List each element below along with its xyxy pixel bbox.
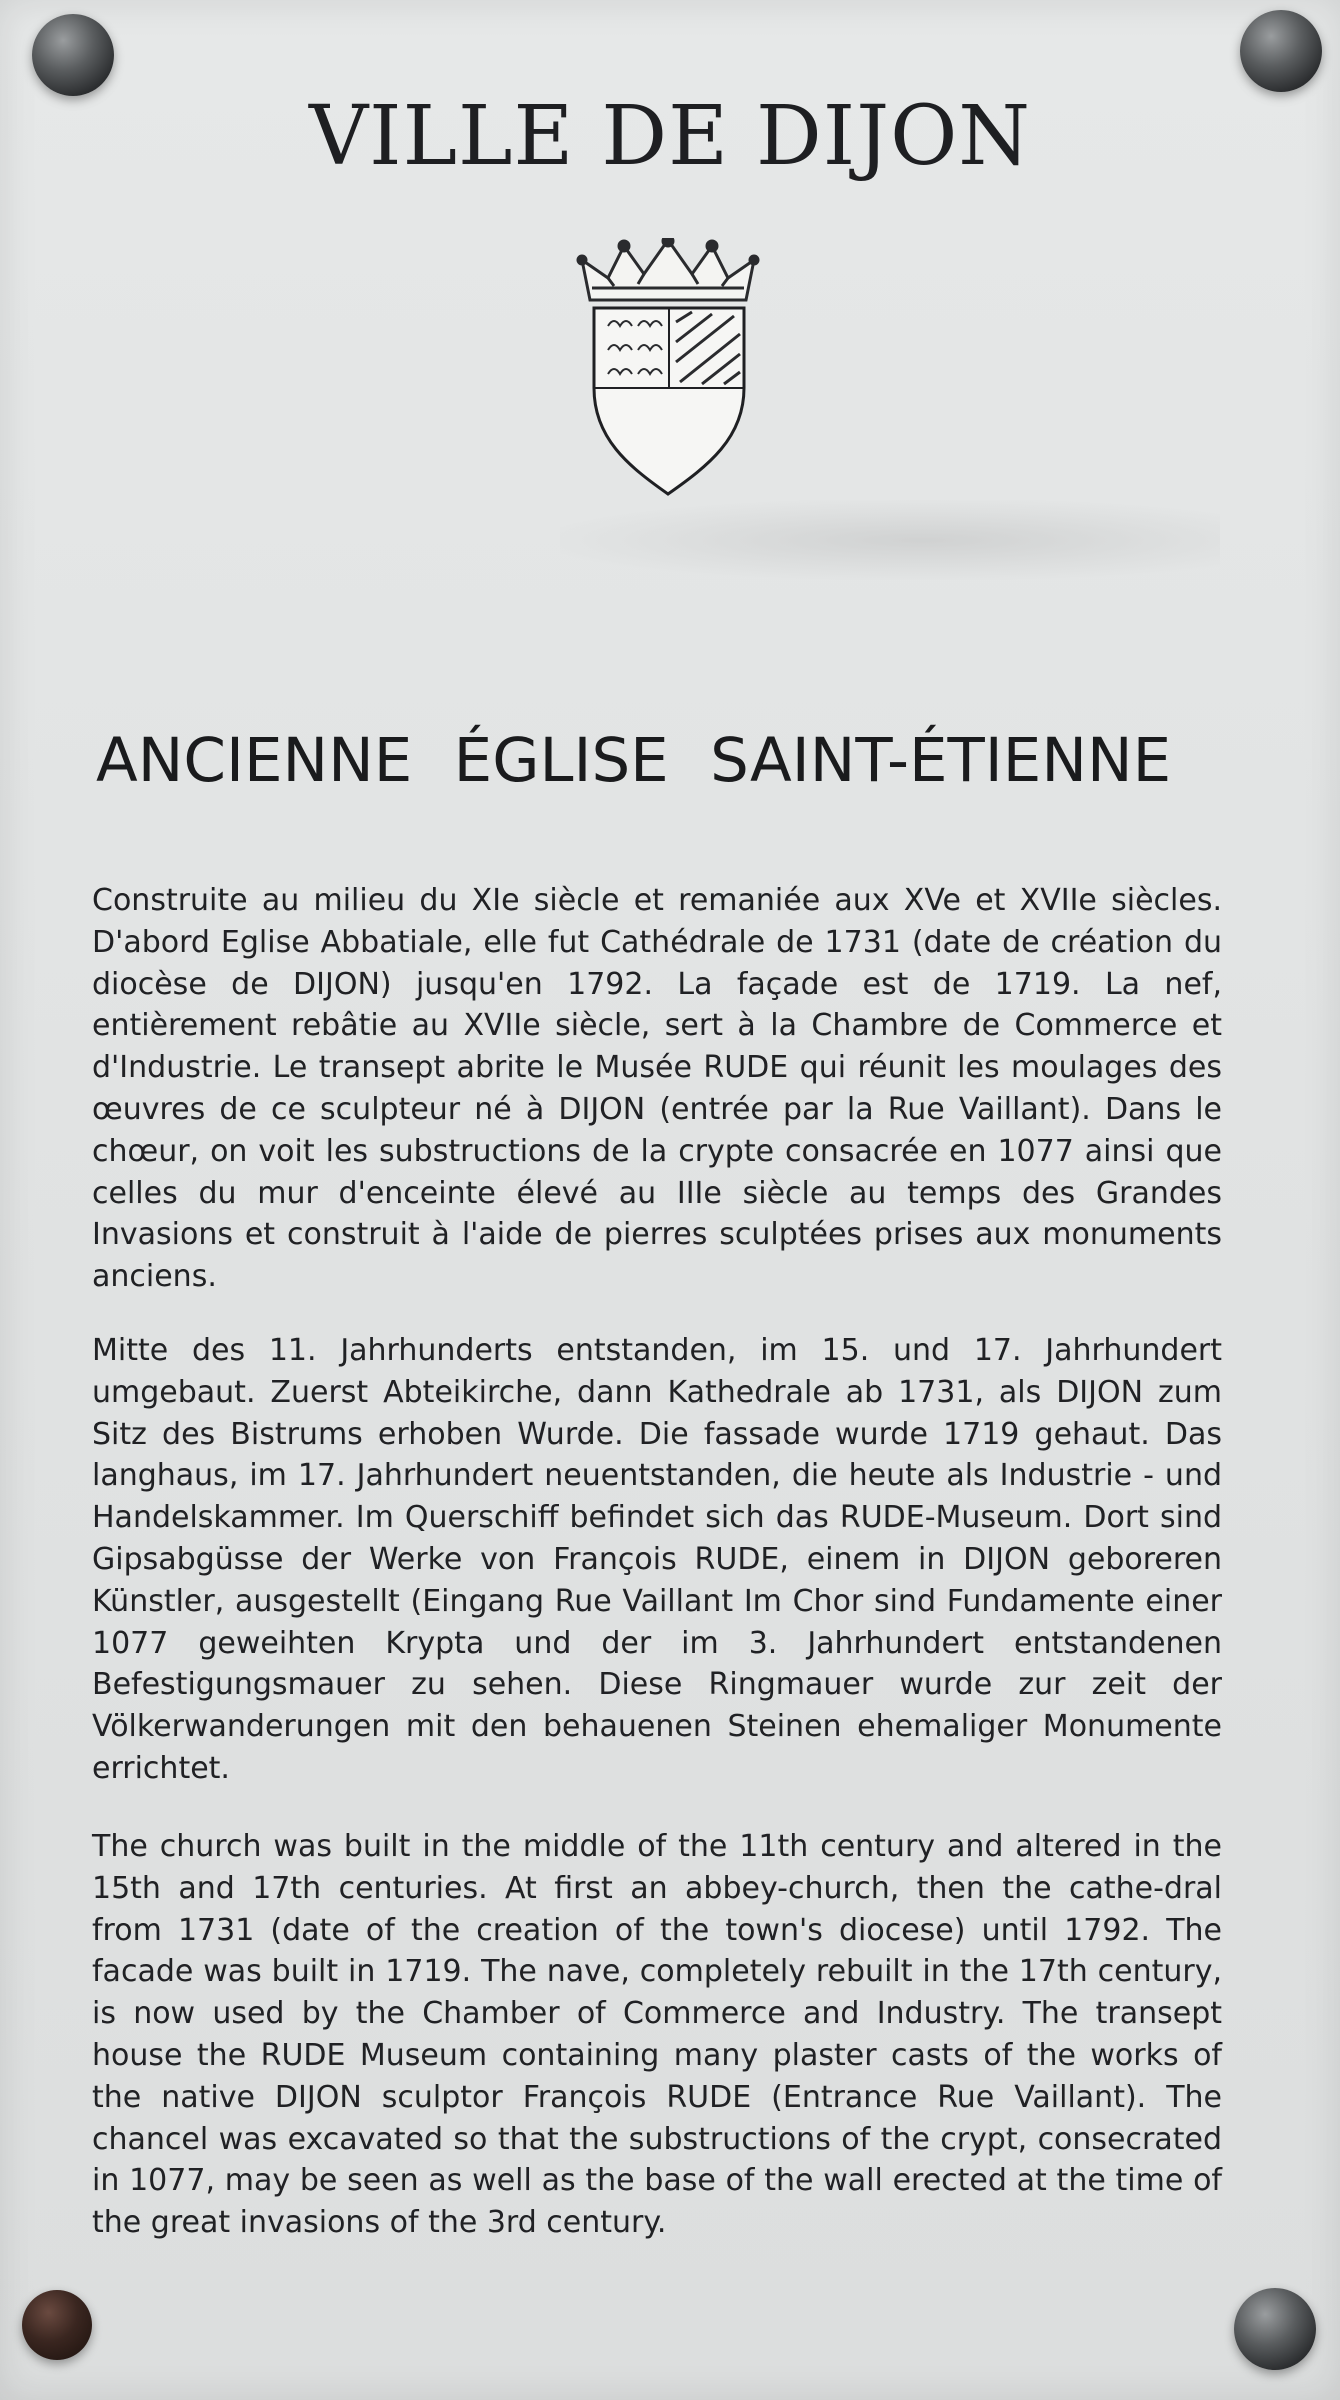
coat-of-arms-icon [568, 238, 768, 498]
description-english: The church was built in the middle of the 11th century and altered in the 15th and 17th centuries. At first an abbey-church, then the cathe-dral from 1731 (date of the creation of the town's diocese) until 1792. The facade was built in 1719. The nave, completely rebuilt in the 17th century, is now used by the Chamber of Commerce and Industry. The transept house the RUDE Museum containing many plaster casts of the works of the native DIJON sculptor François RUDE (Entrance Rue Vaillant). The chancel was excavated so that the substructions of the crypt, consecrated in 1077, may be seen as well as the base of the wall erected at the time of the great invasions of the 3rd century. [92, 1829, 1222, 2241]
church-title: ANCIENNE ÉGLISE SAINT-ÉTIENNE [96, 725, 1172, 796]
weathering-stain [560, 500, 1220, 580]
description-french: Construite au milieu du XIe siècle et remaniée aux XVe et XVIIe siècles. D'abord Eglise Abbatiale, elle fut Cathédrale de 1731 (date de création du diocèse de DIJON) jusqu'en 1792. La façade est de 1719. La nef, entièrement rebâtie au XVIIe siècle, sert à la Chambre de Commerce et d'Industrie. Le transept abrite le Musée RUDE qui réunit les moulages des œuvres de ce sculpteur né à DIJON (entrée par la Rue Vaillant). Dans le chœur, on voit les substructions de la crypte consacrée en 1077 ainsi que celles du mur d'enceinte élevé au IIIe siècle au temps des Grandes Invasions et construit à l'aide de pierres sculptées prises aux monuments anciens. [92, 883, 1222, 1295]
mounting-screw-bottom-left-icon [22, 2290, 92, 2360]
mounting-screw-top-right-icon [1240, 10, 1322, 92]
city-title: VILLE DE DIJON [308, 89, 1032, 184]
mounting-screw-top-left-icon [32, 14, 114, 96]
mounting-screw-bottom-right-icon [1234, 2288, 1316, 2370]
description-german: Mitte des 11. Jahrhunderts entstanden, im 15. und 17. Jahrhundert umgebaut. Zuerst Abteikirche, dann Kathedrale ab 1731, als DIJON zum Sitz des Bistrums erhoben Wurde. Die fassade wurde 1719 gehaut. Das langhaus, im 17. Jahrhundert neuentstanden, die heute als Industrie - und Handelskammer. Im Querschiff befindet sich das RUDE-Museum. Dort sind Gipsabgüsse der Werke von François RUDE, einem in DIJON geboreren Künstler, ausgestellt (Eingang Rue Vaillant Im Chor sind Fundamente einer 1077 geweihten Krypta und der im 3. Jahrhundert entstandenen Befestigungsmauer zu sehen. Diese Ringmauer wurde zur zeit der Völkerwanderungen mit den behauenen Steinen ehemaliger Monumente errichtet. [92, 1333, 1222, 1786]
